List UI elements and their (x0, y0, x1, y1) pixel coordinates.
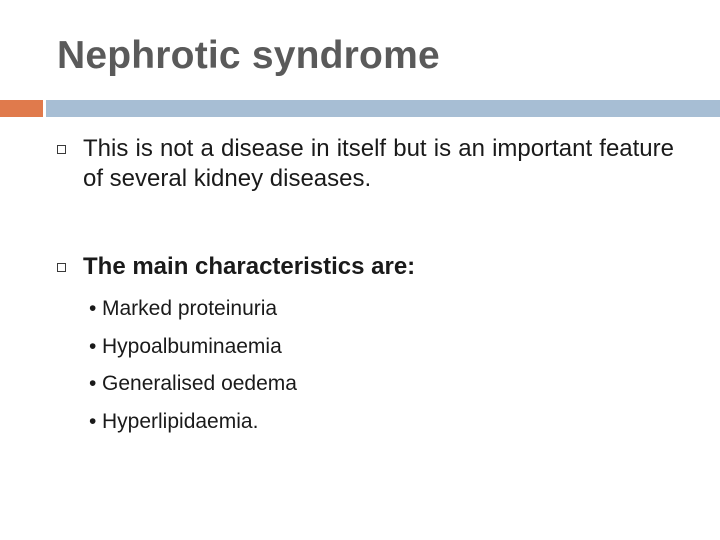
hollow-square-bullet-icon (57, 263, 66, 272)
title-accent-bar (0, 100, 43, 117)
hollow-square-bullet-icon (57, 145, 66, 154)
bullet-text-2: The main characteristics are: (83, 253, 416, 280)
bullet-dot-icon: • (89, 334, 97, 358)
bullet-text-1: This is not a disease in itself but is an important feature of several kidney diseases. (83, 135, 674, 192)
slide-title: Nephrotic syndrome (57, 34, 440, 77)
list-item-label: Hyperlipidaemia. (102, 409, 259, 433)
list-item (89, 365, 297, 403)
list-item-label: Marked proteinuria (102, 297, 278, 320)
characteristics-list (89, 290, 297, 440)
bullet-dot-icon: • (89, 409, 97, 433)
list-item-label: Hypoalbuminaemia (102, 334, 282, 358)
list-item (89, 328, 297, 366)
bullet-dot-icon: • (89, 297, 97, 320)
list-item (89, 403, 297, 441)
title-underline-bar (46, 100, 720, 117)
list-item (89, 290, 297, 328)
list-item-label: Generalised oedema (102, 372, 297, 395)
bullet-dot-icon: • (89, 372, 97, 395)
